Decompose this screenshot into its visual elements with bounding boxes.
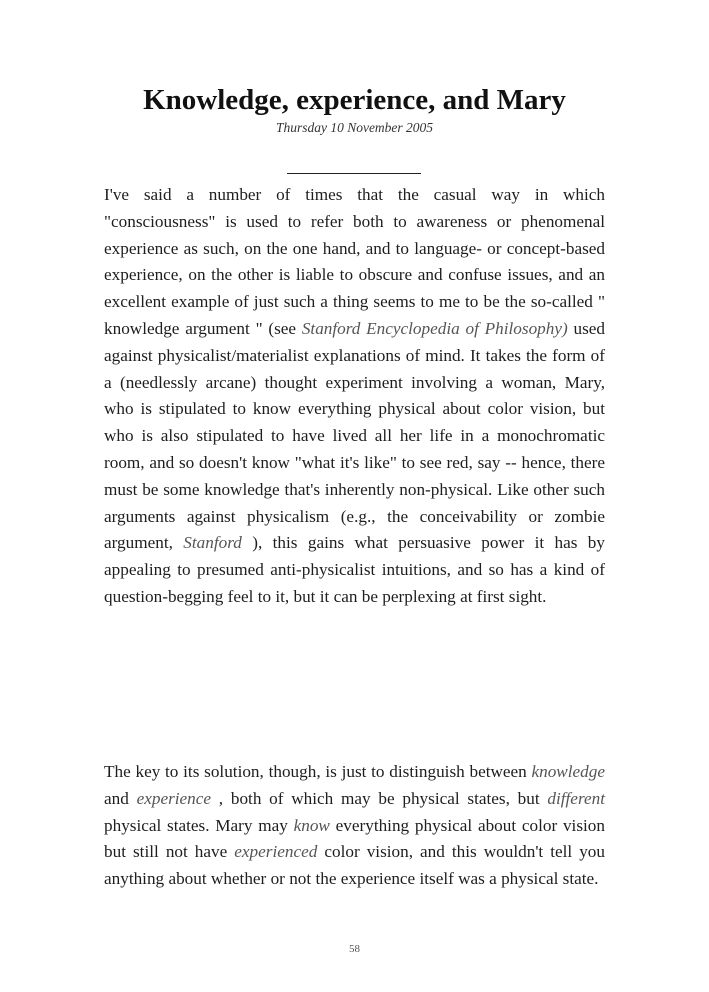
title-divider bbox=[287, 173, 421, 174]
stanford-encyclopedia-link[interactable]: Stanford Encyclopedia of Philosophy) bbox=[301, 318, 568, 338]
stanford-link[interactable]: Stanford bbox=[183, 533, 242, 553]
paragraph-2-text-6: color vision, and this wouldn't tell you anything about whether or not the experience itself was a physical state. bbox=[104, 842, 605, 889]
article-title: Knowledge, experience, and Mary bbox=[143, 84, 566, 116]
article-date: Thursday 10 November 2005 bbox=[275, 120, 434, 135]
emphasis-knowledge: knowledge bbox=[531, 762, 605, 781]
emphasis-know: know bbox=[293, 815, 330, 835]
paragraph-2-text-2: and bbox=[104, 788, 137, 808]
paragraph-2 bbox=[104, 759, 605, 893]
paragraph-1-text-1: I've said a number of times that the casual way in which "consciousness" is used to refer both to awareness or phenomenal experience as such, on the one hand, and to language- or concept-based experience, on the other is liable to obscure and confuse issues, and an excellent example of just such a thing seems to me to be the so-called " knowledge argument " (see bbox=[104, 185, 605, 338]
page-number: 58 bbox=[349, 943, 360, 955]
paragraph-2-text-1: The key to its solution, though, is just to distinguish between bbox=[104, 762, 532, 781]
paragraph-2-text-4: physical states. Mary may bbox=[104, 815, 294, 835]
paragraph-1 bbox=[104, 182, 605, 611]
emphasis-different: different bbox=[547, 788, 605, 808]
paragraph-2-text-3: , both of which may be physical states, but bbox=[211, 788, 548, 808]
paragraph-2-text-5: everything physical about color vision but still not have bbox=[104, 815, 605, 862]
paragraph-1-text-3: ), this gains what persuasive power it has by appealing to presumed anti-physicalist intuitions, and so has a kind of question-begging feel to it, but it can be perplexing at first sight. bbox=[104, 533, 605, 606]
paragraph-1-text-2: used against physicalist/materialist explanations of mind. It takes the form of a (needlessly arcane) thought experiment involving a woman, Mary, who is stipulated to know everything physical about color vision, but who is also stipulated to have lived all her life in a monochromatic room, and so doesn't know "what it's like" to see red, say -- hence, there must be some knowledge that's inherently non-physical. Like other such arguments against physicalism (e.g., the conceivability or zombie argument, bbox=[104, 318, 605, 553]
emphasis-experienced: experienced bbox=[234, 842, 318, 862]
emphasis-experience: experience bbox=[136, 788, 212, 808]
